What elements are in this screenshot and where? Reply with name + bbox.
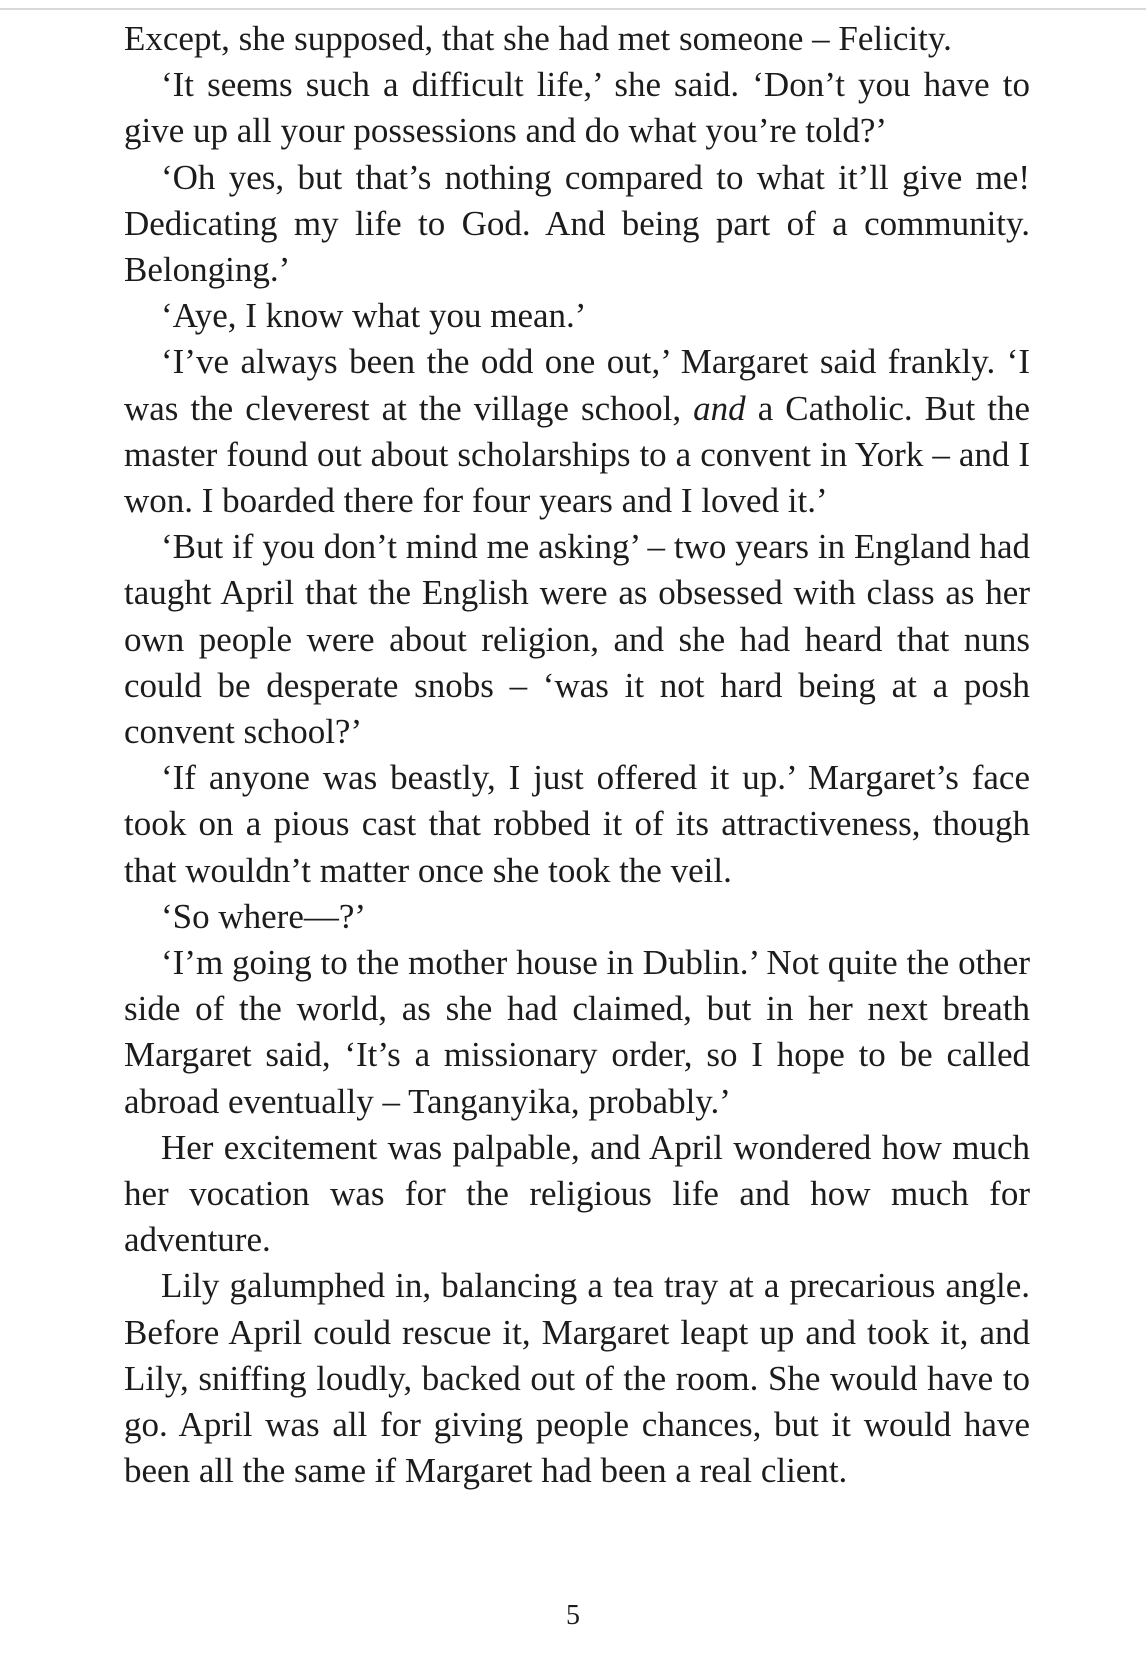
paragraph bbox=[124, 524, 1030, 755]
paragraph bbox=[124, 155, 1030, 294]
page-body bbox=[124, 16, 1030, 1495]
paragraph-text: ‘I’ve always been the odd one out,’ Margaret said frankly. ‘I was the cleverest at the village school, bbox=[124, 342, 1030, 428]
paragraph bbox=[124, 940, 1030, 1125]
paragraph bbox=[124, 62, 1030, 154]
italic-emphasis: and bbox=[693, 388, 746, 428]
paragraph-text: ‘But if you don’t mind me asking’ – two years in England had taught April that the English were as obsessed with class as her own people were about religion, and she had heard that nuns could be desperate snobs – ‘was it not hard being at a posh convent school?’ bbox=[124, 527, 1030, 752]
paragraph-text: Her excitement was palpable, and April wondered how much her vocation was for the religious life and how much for adventure. bbox=[124, 1127, 1030, 1260]
paragraph bbox=[124, 894, 1030, 940]
paragraph-text: Lily galumphed in, balancing a tea tray at a precarious angle. Before April could rescue it, Margaret leapt up and took it, and Lily, sniffing loudly, backed out of the room. She would have to go. April was all for giving people chances, but it would have been all the same if Margaret had been a real client. bbox=[124, 1266, 1030, 1491]
paragraph bbox=[124, 16, 1030, 62]
paragraph bbox=[124, 1263, 1030, 1494]
paragraph bbox=[124, 293, 1030, 339]
paragraph-text: ‘So where—?’ bbox=[161, 896, 367, 936]
paragraph-text: ‘Aye, I know what you mean.’ bbox=[161, 296, 587, 336]
page-number: 5 bbox=[566, 1600, 580, 1631]
paragraph bbox=[124, 339, 1030, 524]
paragraph-text: ‘It seems such a difficult life,’ she said. ‘Don’t you have to give up all your possessions and do what you’re told?’ bbox=[124, 65, 1030, 151]
paragraph-text: a Catholic. But the master found out about scholarships to a convent in York – and I won. I boarded there for four years and I loved it.’ bbox=[124, 388, 1030, 521]
paragraph-text: ‘Oh yes, but that’s nothing compared to what it’ll give me! Dedicating my life to God. And being part of a community. Belonging.’ bbox=[124, 157, 1030, 290]
paragraph-text: ‘If anyone was beastly, I just offered it up.’ Margaret’s face took on a pious cast that robbed it of its attractiveness, though that wouldn’t matter once she took the veil. bbox=[124, 758, 1030, 890]
paragraph-text: ‘I’m going to the mother house in Dublin.’ Not quite the other side of the world, as she had claimed, but in her next breath Margaret said, ‘It’s a missionary order, so I hope to be called abroad eventually – Tanganyika, probably.’ bbox=[124, 943, 1030, 1121]
paragraph bbox=[124, 755, 1030, 894]
paragraph-text: Except, she supposed, that she had met someone – Felicity. bbox=[124, 19, 952, 58]
top-rule bbox=[0, 8, 1146, 10]
paragraph bbox=[124, 1125, 1030, 1264]
